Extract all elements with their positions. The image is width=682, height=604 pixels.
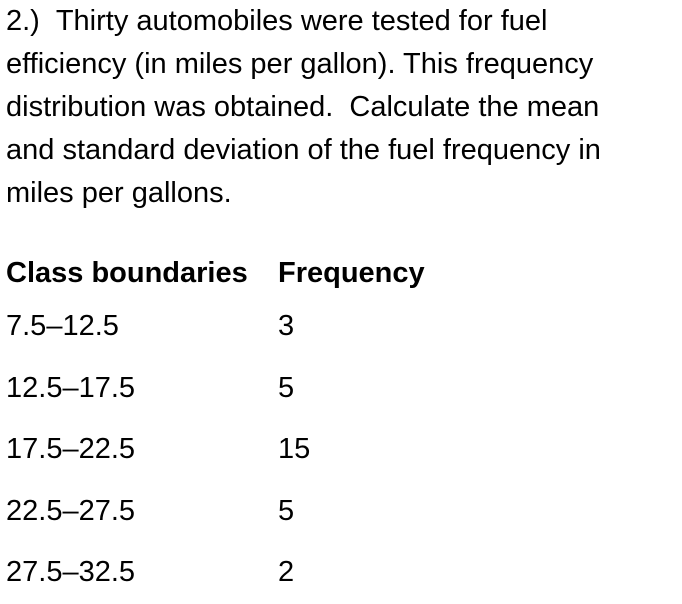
table-row [6, 296, 478, 358]
problem-line: efficiency (in miles per gallon). This frequency [6, 48, 594, 80]
table-row [6, 358, 478, 420]
problem-statement [6, 0, 678, 215]
frequency-table [6, 250, 478, 604]
problem-line: miles per gallons. [6, 177, 232, 209]
table-row [6, 419, 478, 481]
class-boundary-cell: 22.5–27.5 [6, 494, 136, 527]
class-boundary-cell: 12.5–17.5 [6, 371, 136, 404]
class-boundary-cell: 27.5–32.5 [6, 556, 136, 589]
table-header-row [6, 250, 478, 296]
table-row [6, 542, 478, 604]
frequency-cell: 5 [278, 494, 295, 527]
table-row [6, 481, 478, 543]
problem-line: and standard deviation of the fuel frequency in [6, 134, 601, 166]
header-class-boundaries: Class boundaries [6, 256, 248, 289]
problem-line: distribution was obtained. Calculate the mean [6, 91, 600, 123]
class-boundary-cell: 17.5–22.5 [6, 433, 136, 466]
class-boundary-cell: 7.5–12.5 [6, 310, 119, 343]
problem-line: Thirty automobiles were tested for fuel [55, 5, 548, 37]
problem-number: 2.) [6, 5, 40, 37]
frequency-cell: 2 [278, 556, 295, 589]
frequency-cell: 15 [278, 433, 311, 466]
frequency-cell: 3 [278, 310, 295, 343]
header-frequency: Frequency [278, 256, 425, 289]
frequency-cell: 5 [278, 371, 295, 404]
